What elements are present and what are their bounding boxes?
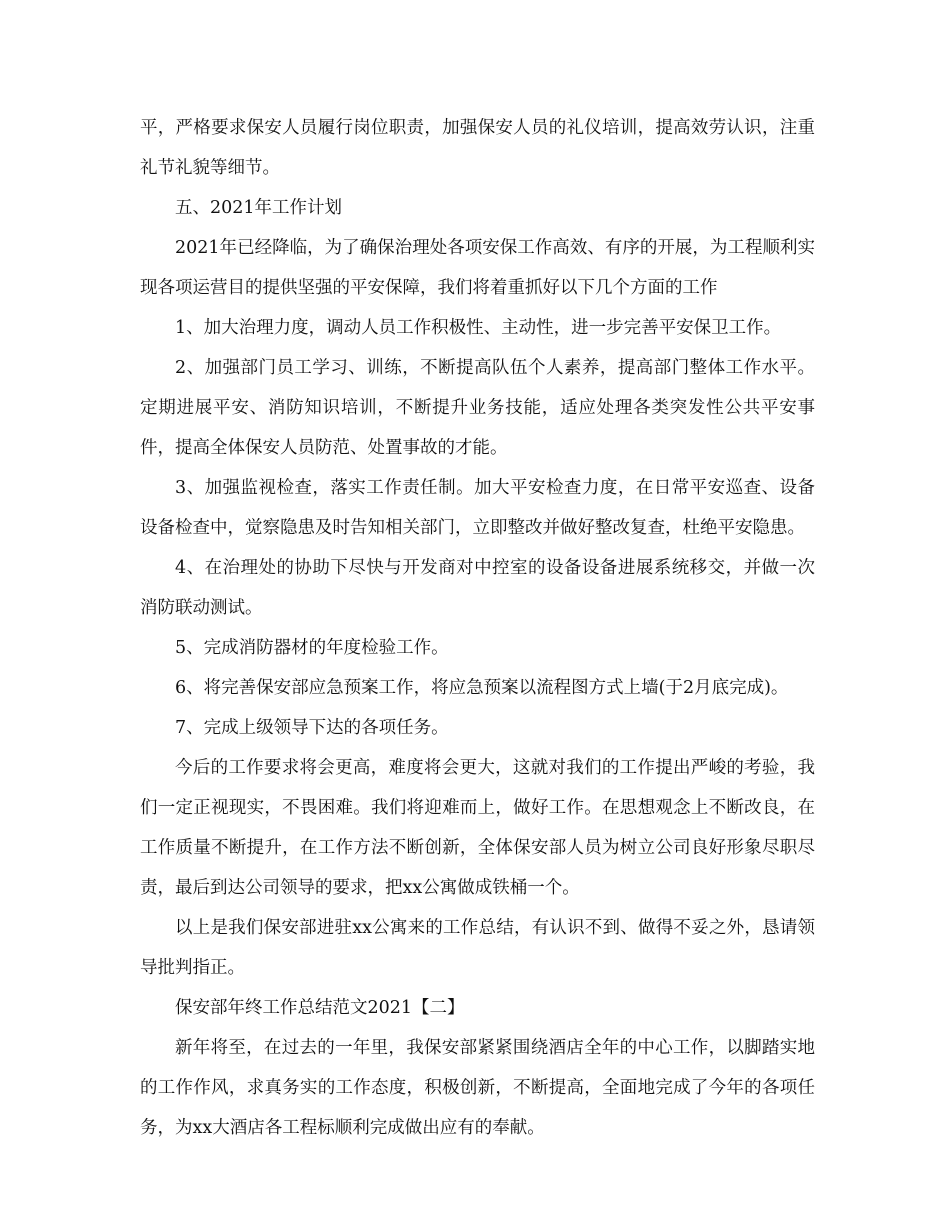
list-item: 2、加强部门员工学习、训练，不断提高队伍个人素养，提高部门整体工作水平。定期进展平安、消防知识培训，不断提升业务技能，适应处理各类突发性公共平安事件，提高全体保安人员防范、处置事故的才能。 bbox=[140, 358, 815, 458]
list-item: 7、完成上级领导下达的各项任务。 bbox=[175, 718, 449, 738]
list-item: 6、将完善保安部应急预案工作，将应急预案以流程图方式上墙(于2月底完成)。 bbox=[175, 678, 789, 698]
paragraph: 平，严格要求保安人员履行岗位职责，加强保安人员的礼仪培训，提高效劳认识，注重礼节礼貌等细节。 bbox=[140, 118, 815, 178]
section-heading: 保安部年终工作总结范文2021【二】 bbox=[175, 998, 465, 1018]
list-item: 1、加大治理力度，调动人员工作积极性、主动性，进一步完善平安保卫工作。 bbox=[175, 318, 782, 338]
list-item: 4、在治理处的协助下尽快与开发商对中控室的设备设备进展系统移交，并做一次消防联动测试。 bbox=[140, 558, 815, 618]
list-item: 3、加强监视检查，落实工作责任制。加大平安检查力度，在日常平安巡查、设备设备检查中，觉察隐患及时告知相关部门，立即整改并做好整改复查，杜绝平安隐患。 bbox=[140, 478, 815, 538]
paragraph: 新年将至，在过去的一年里，我保安部紧紧围绕酒店全年的中心工作，以脚踏实地的工作作风，求真务实的工作态度，积极创新，不断提高，全面地完成了今年的各项任务，为xx大酒店各工程标顺利完成做出应有的奉献。 bbox=[140, 1038, 815, 1138]
document-body bbox=[140, 108, 815, 1148]
paragraph: 以上是我们保安部进驻xx公寓来的工作总结，有认识不到、做得不妥之外，恳请领导批判指正。 bbox=[140, 918, 815, 978]
section-heading: 五、2021年工作计划 bbox=[175, 198, 343, 218]
paragraph: 今后的工作要求将会更高，难度将会更大，这就对我们的工作提出严峻的考验，我们一定正视现实，不畏困难。我们将迎难而上，做好工作。在思想观念上不断改良，在工作质量不断提升，在工作方法不断创新，全体保安部人员为树立公司良好形象尽职尽责，最后到达公司领导的要求，把xx公寓做成铁桶一个。 bbox=[140, 758, 815, 898]
list-item: 5、完成消防器材的年度检验工作。 bbox=[175, 638, 449, 658]
paragraph: 2021年已经降临，为了确保治理处各项安保工作高效、有序的开展，为工程顺利实现各项运营目的提供坚强的平安保障，我们将着重抓好以下几个方面的工作 bbox=[140, 238, 815, 298]
